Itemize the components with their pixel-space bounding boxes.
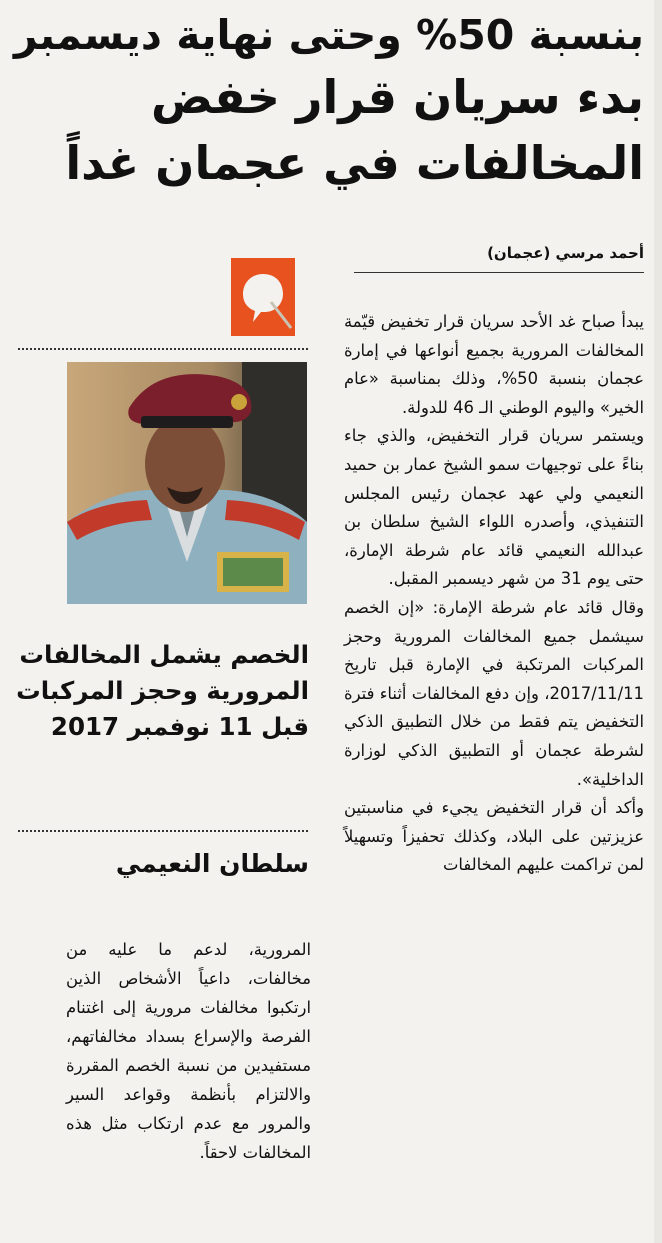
quote-author: سلطان النعيمي	[115, 849, 309, 878]
speech-bubble-logo-icon	[231, 258, 295, 336]
article-body-left-column	[66, 935, 311, 1167]
headline-line-3: المخالفات في عجمان غداً	[65, 136, 644, 190]
byline-divider	[354, 272, 644, 273]
byline: أحمد مرسي (عجمان)	[487, 244, 644, 262]
dotted-divider	[18, 830, 308, 832]
portrait-photo	[67, 362, 307, 604]
headline	[14, 6, 644, 196]
page-edge	[654, 0, 662, 1243]
pull-quote: الخصم يشمل المخالفات المرورية وحجز المركبات قبل 11 نوفمبر 2017	[16, 640, 309, 741]
paragraph: ويستمر سريان قرار التخفيض، والذي جاء بناءً على توجيهات سمو الشيخ عمار بن حميد النعيمي ولي عهد عجمان رئيس المجلس التنفيذي، وأصدره اللواء الشيخ سلطان بن عبدالله النعيمي قائد عام شرطة الإمارة، حتى يوم 31 من شهر ديسمبر المقبل.	[344, 426, 644, 589]
headline-line-1: بنسبة 50% وحتى نهاية ديسمبر	[14, 11, 644, 59]
paragraph: المرورية، لدعم ما عليه من مخالفات، داعياً الأشخاص الذين ارتكبوا مخالفات مرورية إلى اغتنام الفرصة والإسراع بسداد مخالفاتهم، مستفيدين من نسبة الخصم المقررة والالتزام بأنظمة وقواعد السير والمرور مع عدم ارتكاب مثل هذه المخالفات لاحقاً.	[66, 940, 311, 1162]
paragraph: يبدأ صباح غد الأحد سريان قرار تخفيض قيّمة المخالفات المرورية بجميع أنواعها في إمارة عجمان بنسبة 50%، وذلك بمناسبة «عام الخير» واليوم الوطني الـ 46 للدولة.	[344, 312, 644, 417]
paragraph: وقال قائد عام شرطة الإمارة: «إن الخصم سيشمل جميع المخالفات المرورية وحجز المركبات المرتكبة في الإمارة قبل تاريخ 2017/11/11، وإن دفع المخالفات أثناء فترة التخفيض يتم فقط من خلال التطبيق الذكي لشرطة عجمان أو التطبيق الذكي لوزارة الداخلية».	[344, 597, 644, 789]
headline-line-2: بدء سريان قرار خفض	[150, 70, 644, 124]
article-body-right-column	[344, 308, 644, 880]
dotted-divider	[18, 348, 308, 350]
paragraph: وأكد أن قرار التخفيض يجيء في مناسبتين عزيزتين على البلاد، وكذلك تحفيزاً وتسهيلاً لمن تراكمت عليهم المخالفات	[344, 798, 644, 875]
